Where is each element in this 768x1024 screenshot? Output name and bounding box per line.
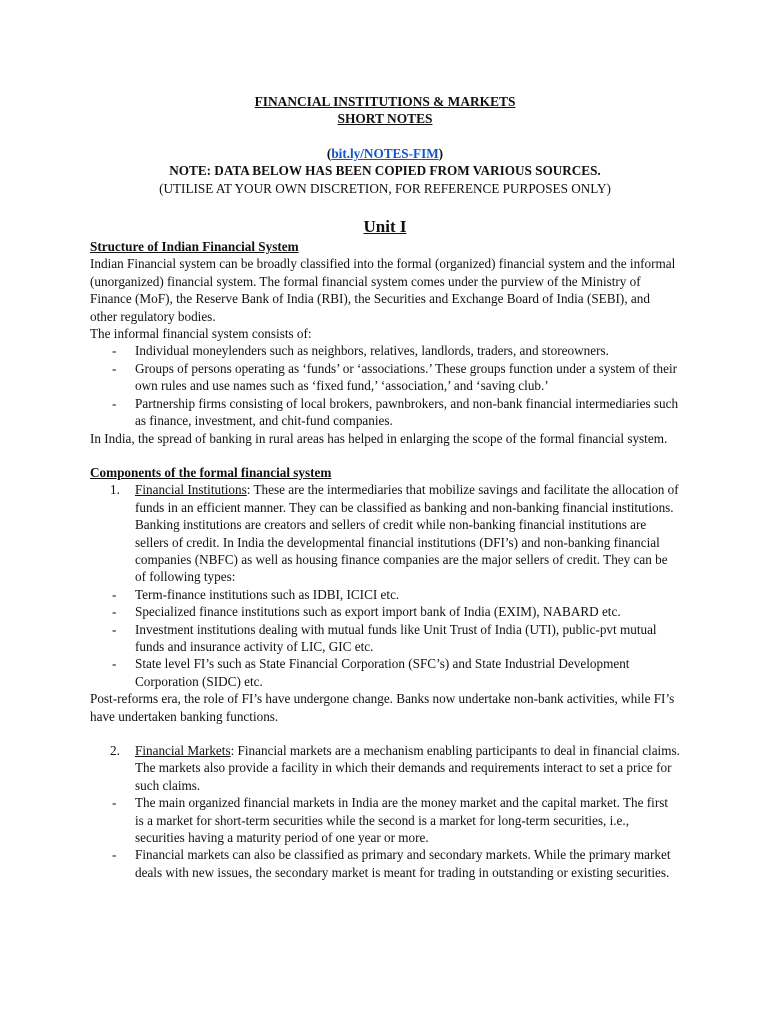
copy-note: NOTE: DATA BELOW HAS BEEN COPIED FROM VARIOUS SOURCES. [169,163,601,179]
list-item [90,603,680,620]
dash-marker: - [112,360,117,376]
list-item [90,342,680,359]
list-item [90,742,680,794]
dash-marker: - [112,847,117,863]
spacer [90,725,680,742]
list-item [90,360,680,395]
number-marker: 1. [110,482,120,498]
document-title: FINANCIAL INSTITUTIONS & MARKETS [254,94,516,109]
list-item [90,846,680,881]
link-close-paren: ) [438,145,444,161]
disclaimer: (UTILISE AT YOUR OWN DISCRETION, FOR REFERENCE PURPOSES ONLY) [159,180,611,196]
components-list-2 [90,742,680,794]
dash-marker: - [112,656,117,672]
list-item-text: : These are the intermediaries that mobilize savings and facilitate the allocation of funds in an efficient manner. They can be classified as banking and non-banking financial institutions. Banking institutions are creators and sellers of credit while non-banking financial institutions are sellers of credit. In India the developmental financial institutions (DFI’s) and non-banking financial companies (NBFC) as well as housing finance companies are the major sellers of credit. They can be of following types: [135,482,679,585]
informal-list [90,342,680,429]
list-item [90,481,680,585]
list-item-text: Specialized finance institutions such as export import bank of India (EXIM), NABARD etc. [135,604,621,620]
fi-types-list [90,586,680,690]
components-list-1 [90,481,680,585]
unit-heading: Unit I [363,217,407,237]
dash-marker: - [112,795,117,811]
dash-marker: - [112,586,117,602]
list-item-text: The main organized financial markets in India are the money market and the capital market. The first is a market for short-term securities while the second is a market for long-term securities, i.e., securities having a maturity period of one year or more. [135,795,669,846]
list-item-text: State level FI’s such as State Financial Corporation (SFC’s) and State Industrial Development Corporation (SIDC) etc. [135,656,630,689]
structure-intro: Indian Financial system can be broadly classified into the formal (organized) financial system and the informal (unorganized) financial system. The formal financial system comes under the purview of the Ministry of Finance (MoF), the Reserve Bank of India (RBI), the Securities and Exchange Board of India (SEBI), and other regulatory bodies. [90,256,676,324]
number-marker: 2. [110,743,120,758]
term-financial-markets: Financial Markets [135,743,231,758]
post-reform-text: Post-reforms era, the role of FI’s have undergone change. Banks now undertake non-bank activities, while FI’s have undertaken banking functions. [90,691,675,724]
list-item [90,586,680,603]
dash-marker: - [112,604,117,620]
list-item-text: Investment institutions dealing with mutual funds like Unit Trust of India (UTI), public-pvt mutual funds and insurance activity of LIC, GIC etc. [135,621,657,654]
document-subtitle: SHORT NOTES [337,111,433,127]
list-item [90,655,680,690]
list-item [90,621,680,656]
link-open-paren: ( [326,145,332,161]
list-item-text: Groups of persons operating as ‘funds’ or ‘associations.’ These groups function under a system of their own rules and use names such as ‘fixed fund,’ ‘association,’ and ‘saving club.’ [135,360,678,394]
components-heading: Components of the formal financial system [90,464,332,480]
structure-heading: Structure of Indian Financial System [90,239,299,255]
dash-marker: - [112,395,117,411]
list-item-text: Financial markets can also be classified as primary and secondary markets. While the primary market deals with new issues, the secondary market is meant for trading in outstanding or existing securities. [135,847,671,880]
dash-marker: - [112,621,117,637]
list-item-text: Term-finance institutions such as IDBI, ICICI etc. [135,586,400,602]
dash-marker: - [112,343,117,359]
notes-link-line [90,145,680,162]
list-item-text: Partnership firms consisting of local brokers, pawnbrokers, and non-bank financial intermediaries such as finance, investment, and chit-fund companies. [135,395,679,429]
informal-lead: The informal financial system consists of: [90,326,312,342]
notes-link[interactable]: bit.ly/NOTES-FIM [331,145,439,161]
list-item-text: Individual moneylenders such as neighbors, relatives, landlords, traders, and storeowners. [135,343,609,359]
market-points-list [90,794,680,881]
list-item [90,794,680,846]
list-item-text: : Financial markets are a mechanism enabling participants to deal in financial claims. The markets also provide a facility in which their demands and requirements interact to set a price for such claims. [135,743,680,793]
structure-closing: In India, the spread of banking in rural areas has helped in enlarging the scope of the formal financial system. [90,430,668,446]
list-item [90,395,680,430]
document-page [90,93,680,881]
term-financial-institutions: Financial Institutions [135,482,247,498]
